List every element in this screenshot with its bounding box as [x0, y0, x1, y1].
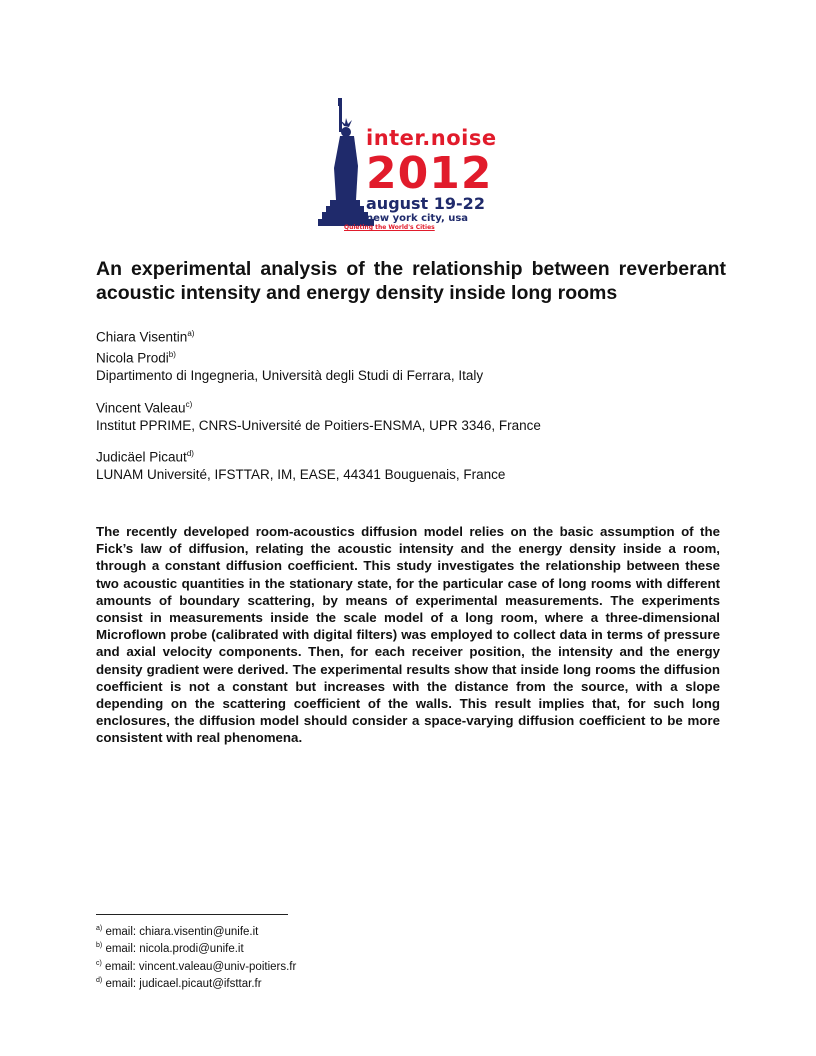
footnote-email: email: vincent.valeau@univ-poitiers.fr — [105, 960, 297, 973]
author-list — [96, 325, 736, 495]
author-name: Chiara Visentin — [96, 329, 188, 345]
footnote-item — [96, 974, 296, 991]
author-valeau — [96, 396, 736, 417]
author-mark: b) — [168, 350, 176, 359]
author-visentin — [96, 325, 736, 346]
footnotes — [96, 922, 296, 991]
author-block-poitiers — [96, 396, 736, 435]
logo-date: august 19-22 — [366, 194, 485, 213]
footnote-item — [96, 939, 296, 956]
author-block-ifsttar — [96, 445, 736, 484]
author-mark: c) — [185, 399, 193, 409]
author-mark: a) — [187, 329, 195, 338]
logo-city: new york city, usa — [366, 213, 469, 224]
logo-slogan: Quieting the World's Cities — [344, 224, 435, 231]
footnote-item — [96, 922, 296, 939]
logo-name: inter.noise — [366, 126, 497, 150]
footnote-email: email: judicael.picaut@ifsttar.fr — [105, 977, 262, 990]
author-name: Vincent Valeau — [96, 400, 186, 415]
footnote-mark: a) — [96, 925, 103, 932]
paper-title: An experimental analysis of the relationship between reverberant acoustic intensity and energy density inside long rooms — [96, 258, 726, 304]
affiliation-ifsttar: LUNAM Université, IFSTTAR, IM, EASE, 44341 Bouguenais, France — [96, 467, 506, 482]
logo-year: 2012 — [366, 148, 493, 199]
footnote-email: email: nicola.prodi@unife.it — [105, 943, 244, 956]
affiliation-poitiers: Institut PPRIME, CNRS-Université de Poitiers-ENSMA, UPR 3346, France — [96, 417, 541, 433]
footnote-mark: c) — [96, 959, 102, 967]
footnote-item — [96, 957, 296, 974]
conference-logo — [318, 96, 508, 236]
abstract: The recently developed room-acoustics diffusion model relies on the basic assumption of the Fick’s law of diffusion, relating the acoustic intensity and the energy density inside a room, through a constant diffusion coefficient. This study investigates the relationship between these two acoustic quantities in the stationary state, for the particular case of long rooms with different amounts of boundary scattering, by means of experimental measurements. The experiments consist in measurements inside the scale model of a long room, where a three-dimensional Microflown probe (calibrated with digital filters) was employed to collect data in terms of pressure and axial velocity components. Then, for each receiver position, the intensity and the energy density gradient were derived. The experimental results show that inside long rooms the diffusion coefficient is not a constant but increases with the distance from the source, with a slope depending on the scattering coefficient of the walls. This result implies that, for such long enclosures, the diffusion model should consider a space-varying diffusion coefficient to be more consistent with real phenomena. — [96, 524, 720, 746]
footnote-divider — [96, 914, 288, 915]
author-name: Judicäel Picaut — [96, 449, 187, 465]
author-prodi — [96, 346, 736, 367]
author-mark: d) — [186, 449, 194, 458]
footnote-mark: b) — [96, 942, 103, 950]
author-block-ferrara — [96, 325, 736, 385]
footnote-mark: d) — [96, 976, 103, 984]
author-picaut — [96, 445, 736, 466]
author-name: Nicola Prodi — [96, 350, 169, 366]
affiliation-ferrara: Dipartimento di Ingegneria, Università degli Studi di Ferrara, Italy — [96, 368, 484, 383]
footnote-email: email: chiara.visentin@unife.it — [105, 925, 259, 938]
